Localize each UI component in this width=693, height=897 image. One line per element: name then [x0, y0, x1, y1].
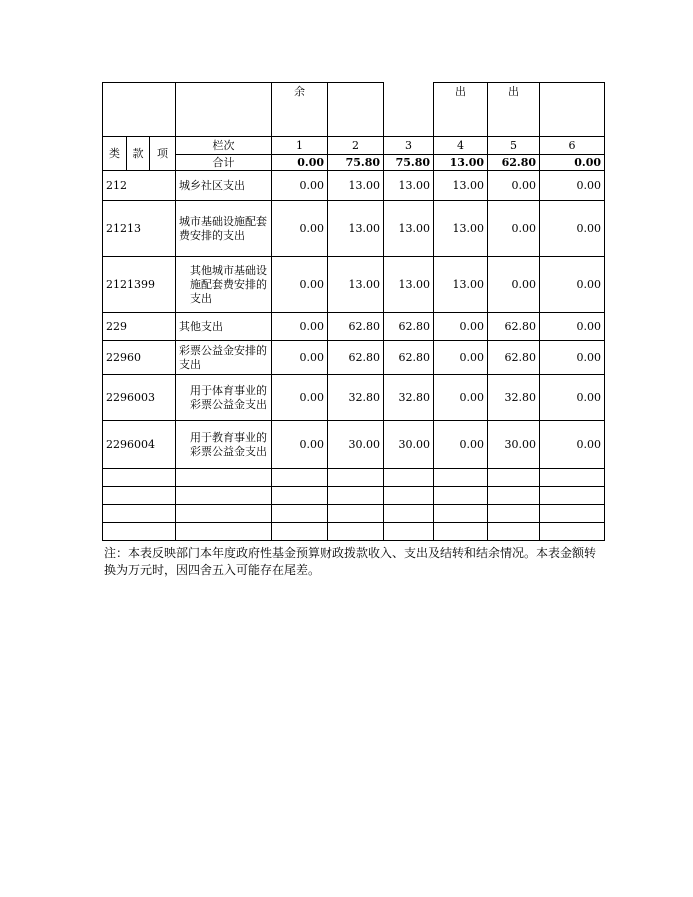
subject-name: 用于体育事业的彩票公益金支出 [176, 375, 272, 421]
header-top-cell [384, 83, 434, 137]
empty-cell [328, 469, 384, 487]
amount-cell: 0.00 [272, 313, 328, 341]
header-top-cell [540, 83, 605, 137]
amount-cell: 62.80 [488, 341, 540, 375]
empty-cell [384, 505, 434, 523]
empty-cell [176, 487, 272, 505]
amount-cell: 13.00 [328, 171, 384, 201]
table-row [103, 341, 605, 375]
amount-cell: 0.00 [272, 375, 328, 421]
total-value: 0.00 [540, 155, 605, 171]
header-top-cell: 余 [272, 83, 328, 137]
amount-cell: 30.00 [384, 421, 434, 469]
header-xiang: 项 [150, 137, 176, 171]
amount-cell: 0.00 [540, 313, 605, 341]
table-row [103, 171, 605, 201]
empty-cell [488, 487, 540, 505]
subject-code: 229 [103, 313, 176, 341]
header-top-row [103, 83, 605, 137]
subject-code: 21213 [103, 201, 176, 257]
amount-cell: 30.00 [328, 421, 384, 469]
column-number-row [103, 137, 605, 155]
amount-cell: 13.00 [434, 201, 488, 257]
amount-cell: 0.00 [488, 201, 540, 257]
header-top-cell [176, 83, 272, 137]
table-footnote: 注：本表反映部门本年度政府性基金预算财政拨款收入、支出及结转和结余情况。本表金额转换为万元时，因四舍五入可能存在尾差。 [104, 546, 597, 577]
table-row [103, 201, 605, 257]
empty-cell [488, 523, 540, 541]
subject-name: 其他城市基础设施配套费安排的支出 [176, 257, 272, 313]
total-value: 0.00 [272, 155, 328, 171]
total-label: 合计 [176, 155, 272, 171]
empty-row [103, 523, 605, 541]
amount-cell: 62.80 [328, 341, 384, 375]
column-number: 4 [434, 137, 488, 155]
empty-cell [328, 523, 384, 541]
amount-cell: 0.00 [540, 201, 605, 257]
amount-cell: 13.00 [434, 171, 488, 201]
empty-cell [176, 523, 272, 541]
fund-budget-table [102, 82, 605, 541]
amount-cell: 0.00 [272, 257, 328, 313]
amount-cell: 32.80 [384, 375, 434, 421]
amount-cell: 13.00 [328, 201, 384, 257]
empty-cell [272, 487, 328, 505]
empty-cell [272, 505, 328, 523]
empty-row [103, 505, 605, 523]
header-lanci: 栏次 [176, 137, 272, 155]
empty-cell [434, 469, 488, 487]
header-kuan: 款 [127, 137, 150, 171]
total-value: 75.80 [328, 155, 384, 171]
amount-cell: 0.00 [434, 313, 488, 341]
amount-cell: 0.00 [540, 257, 605, 313]
header-top-cell: 出 [488, 83, 540, 137]
total-value: 13.00 [434, 155, 488, 171]
subject-code: 2296004 [103, 421, 176, 469]
subject-code: 2296003 [103, 375, 176, 421]
table-row [103, 257, 605, 313]
amount-cell: 0.00 [272, 421, 328, 469]
header-class: 类 [103, 137, 127, 171]
amount-cell: 0.00 [434, 375, 488, 421]
amount-cell: 0.00 [488, 171, 540, 201]
amount-cell: 0.00 [434, 341, 488, 375]
total-row [103, 155, 605, 171]
column-number: 6 [540, 137, 605, 155]
table-row [103, 375, 605, 421]
subject-name: 用于教育事业的彩票公益金支出 [176, 421, 272, 469]
empty-cell [434, 487, 488, 505]
empty-cell [328, 487, 384, 505]
amount-cell: 13.00 [384, 257, 434, 313]
empty-cell [103, 523, 176, 541]
amount-cell: 0.00 [434, 421, 488, 469]
amount-cell: 0.00 [272, 201, 328, 257]
amount-cell: 0.00 [488, 257, 540, 313]
amount-cell: 13.00 [434, 257, 488, 313]
empty-cell [272, 523, 328, 541]
amount-cell: 0.00 [540, 375, 605, 421]
amount-cell: 32.80 [328, 375, 384, 421]
header-top-cell [328, 83, 384, 137]
column-number: 1 [272, 137, 328, 155]
empty-cell [103, 469, 176, 487]
empty-cell [540, 469, 605, 487]
total-value: 62.80 [488, 155, 540, 171]
subject-name: 城市基础设施配套费安排的支出 [176, 201, 272, 257]
subject-name: 彩票公益金安排的支出 [176, 341, 272, 375]
amount-cell: 30.00 [488, 421, 540, 469]
amount-cell: 0.00 [540, 341, 605, 375]
table-row [103, 313, 605, 341]
amount-cell: 62.80 [488, 313, 540, 341]
amount-cell: 32.80 [488, 375, 540, 421]
empty-row [103, 469, 605, 487]
total-value: 75.80 [384, 155, 434, 171]
empty-cell [434, 505, 488, 523]
empty-cell [384, 487, 434, 505]
amount-cell: 62.80 [384, 341, 434, 375]
amount-cell: 62.80 [328, 313, 384, 341]
empty-cell [540, 505, 605, 523]
subject-name: 城乡社区支出 [176, 171, 272, 201]
amount-cell: 0.00 [272, 341, 328, 375]
empty-cell [540, 523, 605, 541]
amount-cell: 13.00 [384, 171, 434, 201]
empty-cell [176, 505, 272, 523]
empty-cell [488, 505, 540, 523]
amount-cell: 0.00 [540, 421, 605, 469]
empty-cell [434, 523, 488, 541]
header-top-cell [103, 83, 176, 137]
column-number: 3 [384, 137, 434, 155]
amount-cell: 13.00 [384, 201, 434, 257]
empty-cell [384, 523, 434, 541]
subject-code: 22960 [103, 341, 176, 375]
subject-name: 其他支出 [176, 313, 272, 341]
empty-row [103, 487, 605, 505]
amount-cell: 62.80 [384, 313, 434, 341]
amount-cell: 13.00 [328, 257, 384, 313]
amount-cell: 0.00 [272, 171, 328, 201]
empty-cell [488, 469, 540, 487]
empty-cell [328, 505, 384, 523]
column-number: 2 [328, 137, 384, 155]
subject-code: 212 [103, 171, 176, 201]
empty-cell [176, 469, 272, 487]
empty-cell [540, 487, 605, 505]
empty-cell [103, 505, 176, 523]
empty-cell [103, 487, 176, 505]
empty-cell [272, 469, 328, 487]
table-row [103, 421, 605, 469]
column-number: 5 [488, 137, 540, 155]
header-top-cell: 出 [434, 83, 488, 137]
subject-code: 2121399 [103, 257, 176, 313]
amount-cell: 0.00 [540, 171, 605, 201]
empty-cell [384, 469, 434, 487]
